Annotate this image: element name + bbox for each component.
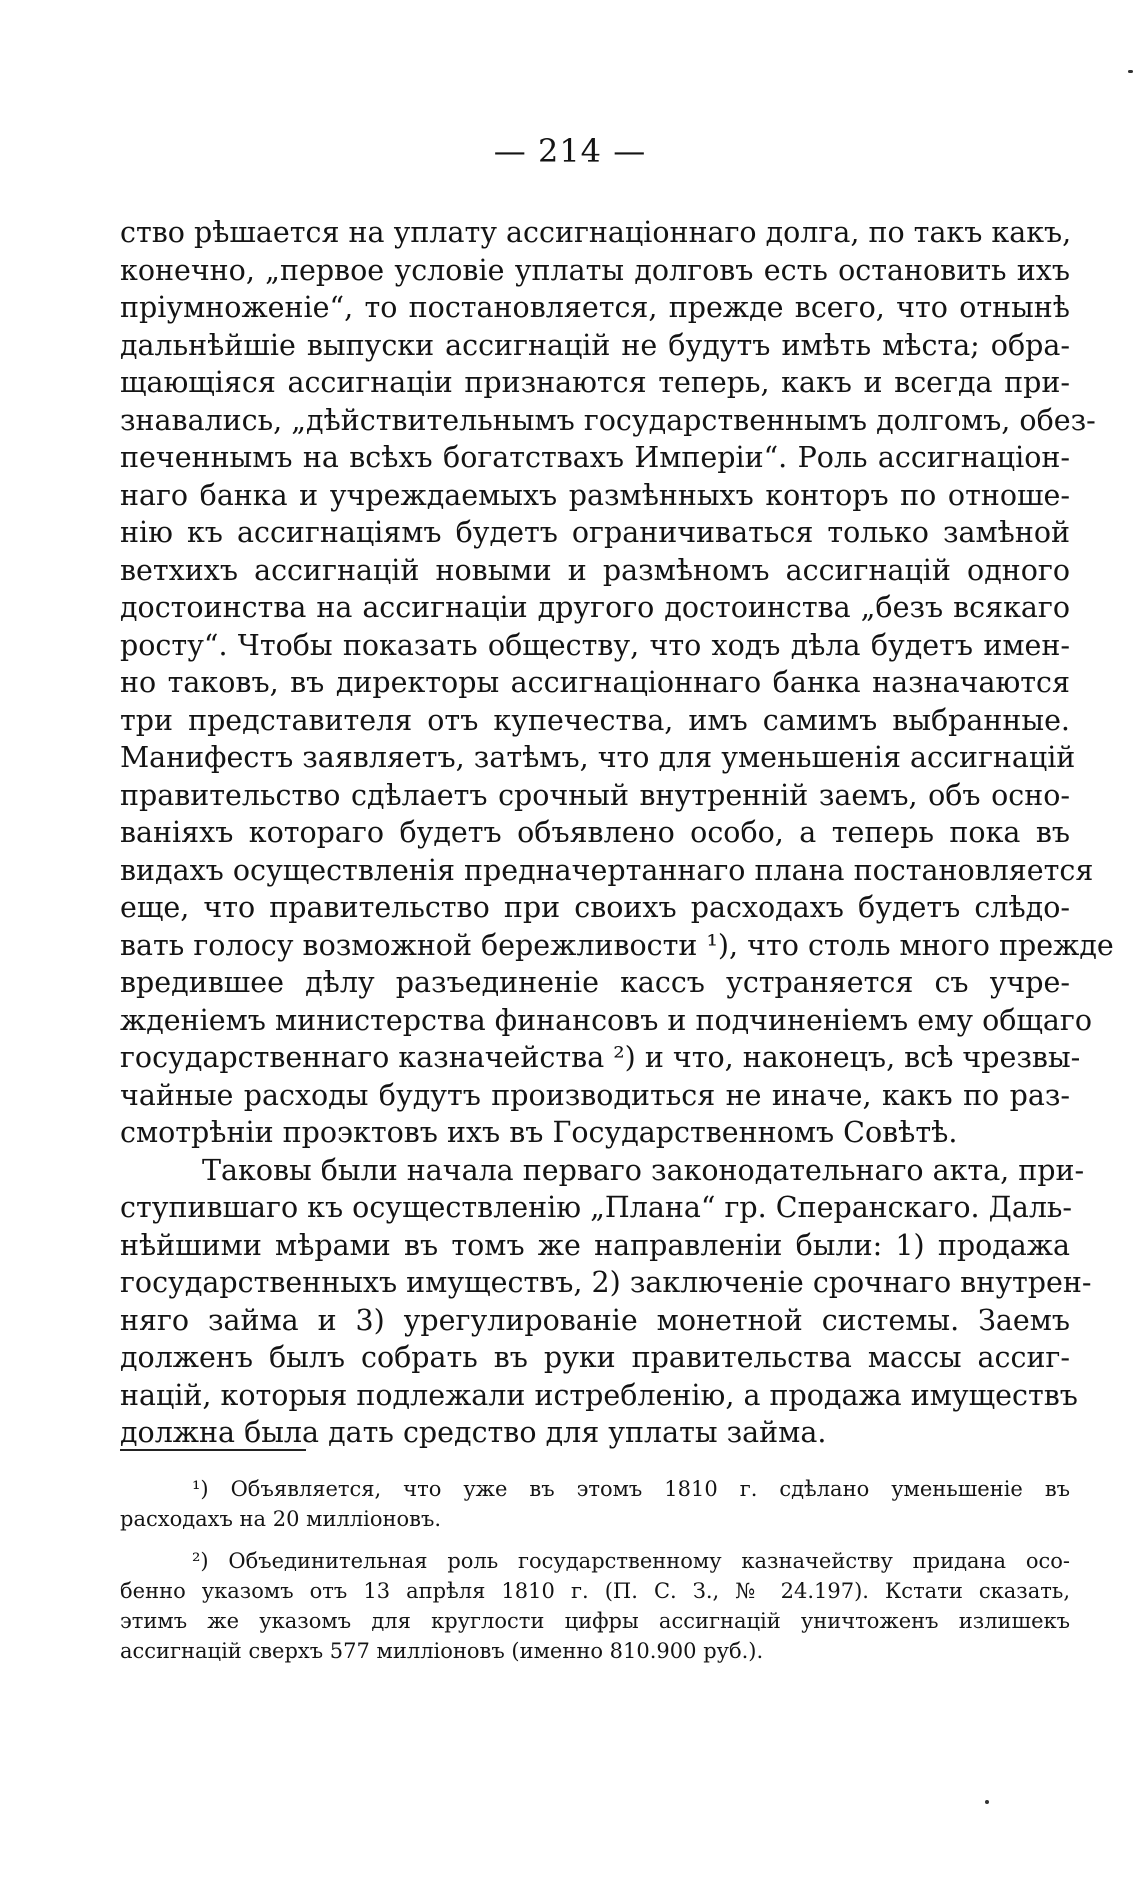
- text-line: няго займа и 3) урегулированіе монетной системы. Заемъ: [120, 1303, 1070, 1337]
- text-line: Таковы были начала перваго законодательнаго акта, при-: [202, 1153, 1085, 1187]
- print-speck: [985, 1800, 989, 1804]
- footnote-line: ¹) Объявляется, что уже въ этомъ 1810 г. сдѣлано уменьшеніе въ: [192, 1477, 1070, 1501]
- text-line: наго банка и учреждаемыхъ размѣнныхъ конторъ по отноше-: [120, 478, 1070, 512]
- footnote-1: [120, 1474, 1070, 1534]
- text-line: государственнаго казначейства ²) и что, наконецъ, всѣ чрезвы-: [120, 1041, 1081, 1074]
- text-line: дальнѣйшіе выпуски ассигнацій не будутъ имѣть мѣста; обра-: [120, 328, 1070, 362]
- text-line: націй, которыя подлежали истребленію, а продажа имуществъ: [120, 1378, 1078, 1412]
- text-line: чайные расходы будутъ производиться не иначе, какъ по раз-: [120, 1078, 1070, 1112]
- text-line: долженъ былъ собрать въ руки правительства массы ассиг-: [120, 1341, 1070, 1374]
- text-line: ветхихъ ассигнацій новыми и размѣномъ ассигнацій одного: [120, 553, 1070, 587]
- text-line: щающіяся ассигнаціи признаются теперь, какъ и всегда при-: [120, 366, 1070, 399]
- text-line: Манифестъ заявляетъ, затѣмъ, что для уменьшенія ассигнацій: [120, 741, 1076, 774]
- text-line: ваніяхъ котораго будетъ объявлено особо, а теперь пока въ: [120, 816, 1070, 849]
- text-line: ство рѣшается на уплату ассигнаціоннаго долга, по такъ какъ,: [120, 216, 1072, 249]
- text-line: смотрѣніи проэктовъ ихъ въ Государственномъ Совѣтѣ.: [120, 1116, 958, 1149]
- footnotes: [120, 1474, 1070, 1666]
- text-line: правительство сдѣлаетъ срочный внутренній заемъ, объ осно-: [120, 778, 1070, 812]
- text-line: достоинства на ассигнаціи другого достоинства „безъ всякаго: [120, 591, 1070, 624]
- print-speck: [1128, 70, 1133, 73]
- text-line: вать голосу возможной бережливости ¹), что столь много прежде: [120, 928, 1114, 962]
- text-line: знавались, „дѣйствительнымъ государственнымъ долгомъ, обез-: [120, 403, 1096, 437]
- text-line: печеннымъ на всѣхъ богатствахъ Имперіи“. Роль ассигнаціон-: [120, 441, 1070, 474]
- footnote-divider: [120, 1449, 306, 1451]
- footnote-line: ²) Объединительная роль государственному казначейству придана осо-: [192, 1549, 1070, 1573]
- text-line: конечно, „первое условіе уплаты долговъ есть остановить ихъ: [120, 253, 1070, 287]
- text-line: пріумноженіе“, то постановляется, прежде всего, что отнынѣ: [120, 291, 1070, 324]
- footnote-line: расходахъ на 20 милліоновъ.: [120, 1507, 441, 1531]
- footnote-line: этимъ же указомъ для круглости цифры ассигнацій уничтоженъ излишекъ: [120, 1609, 1070, 1633]
- text-line: росту“. Чтобы показать обществу, что ходъ дѣла будетъ имен-: [120, 628, 1070, 662]
- body-text: [120, 214, 1114, 1452]
- footnote-2: [120, 1546, 1070, 1666]
- text-line: но таковъ, въ директоры ассигнаціоннаго банка назначаются: [120, 666, 1070, 699]
- text-line: государственныхъ имуществъ, 2) заключеніе срочнаго внутрен-: [120, 1266, 1092, 1299]
- text-line: жденіемъ министерства финансовъ и подчиненіемъ ему общаго: [120, 1003, 1092, 1037]
- text-line: видахъ осуществленія предначертаннаго плана постановляется: [120, 853, 1094, 887]
- text-line: вредившее дѣлу разъединеніе кассъ устраняется съ учре-: [120, 966, 1070, 999]
- text-line: должна была дать средство для уплаты займа.: [120, 1416, 827, 1449]
- text-line: ступившаго къ осуществленію „Плана“ гр. Сперанскаго. Даль-: [120, 1191, 1073, 1224]
- text-line: три представителя отъ купечества, имъ самимъ выбранные.: [120, 703, 1070, 737]
- text-line: еще, что правительство при своихъ расходахъ будетъ слѣдо-: [120, 891, 1070, 924]
- page-number: — 214 —: [493, 132, 647, 170]
- footnote-line: бенно указомъ отъ 13 апрѣля 1810 г. (П. С. З., № 24.197). Кстати сказать,: [120, 1579, 1070, 1603]
- text-line: нію къ ассигнаціямъ будетъ ограничиваться только замѣной: [120, 516, 1070, 549]
- text-line: нѣйшими мѣрами въ томъ же направленіи были: 1) продажа: [120, 1228, 1070, 1262]
- footnote-line: ассигнацій сверхъ 577 милліоновъ (именно 810.900 руб.).: [120, 1639, 764, 1663]
